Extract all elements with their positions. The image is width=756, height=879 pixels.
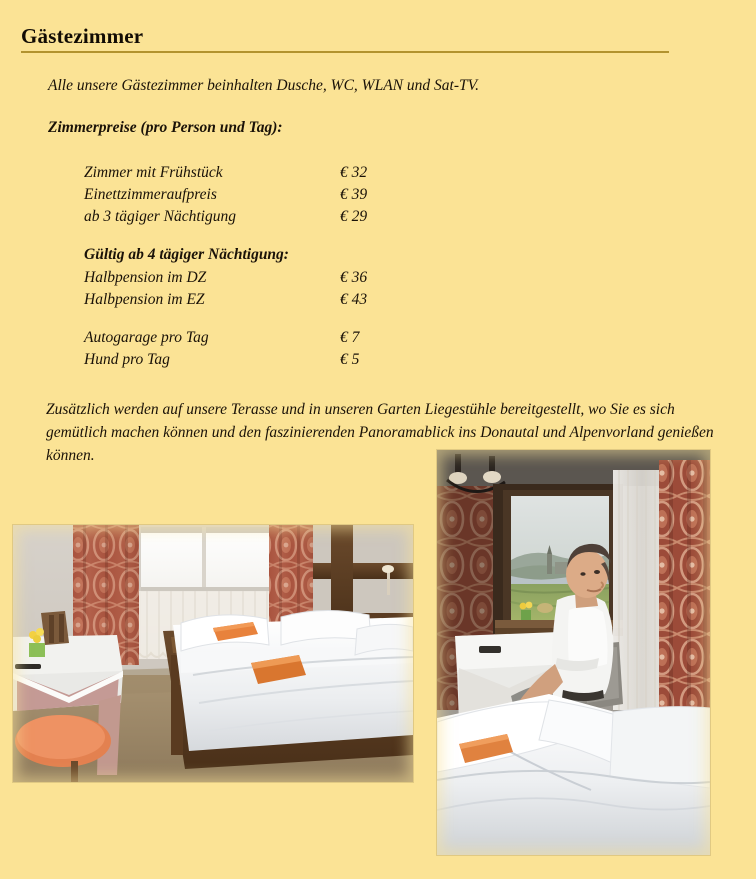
guest-room-double-bed-illustration (13, 525, 413, 782)
page-title: Gästezimmer (21, 24, 144, 48)
spacer-cell (84, 311, 340, 327)
price-subheading: Gültig ab 4 tägiger Nächtigung: (84, 246, 289, 263)
price-value: € 32 (340, 164, 368, 181)
table-row (84, 349, 424, 371)
closing-paragraph: Zusätzlich werden auf unsere Terasse und in unseren Garten Liegestühle bereitgestellt, wo Sie es sich gemütlich machen können und den faszinierenden Panoramablick ins Donautal und Alpenvorland genießen können. (46, 401, 714, 464)
table-row (84, 327, 424, 349)
price-label: Zimmer mit Frühstück (84, 164, 223, 181)
spacer-cell (340, 311, 424, 327)
table-row (84, 162, 424, 184)
guest-room-double-bed-photo (13, 525, 413, 782)
price-label: ab 3 tägiger Nächtigung (84, 208, 236, 225)
price-value: € 39 (340, 186, 368, 203)
price-label: Halbpension im DZ (84, 269, 207, 286)
price-value: € 7 (340, 329, 360, 346)
table-row-spacer (84, 311, 424, 327)
spacer-cell (84, 228, 340, 244)
guest-room-window-view-photo (437, 450, 710, 855)
price-label: Halbpension im EZ (84, 291, 205, 308)
table-row (84, 184, 424, 206)
price-label: Autogarage pro Tag (84, 329, 209, 346)
price-value: € 43 (340, 291, 368, 308)
intro-text: Alle unsere Gästezimmer beinhalten Dusche, WC, WLAN und Sat-TV. (48, 77, 479, 94)
heading-block (21, 24, 669, 53)
title-divider (21, 51, 669, 53)
price-value: € 36 (340, 269, 368, 286)
price-value: € 5 (340, 351, 360, 368)
price-label: Einettzimmeraufpreis (84, 186, 217, 203)
table-row (84, 289, 424, 311)
table-row (84, 267, 424, 289)
spacer-cell (340, 228, 424, 244)
table-row (84, 206, 424, 228)
price-value: € 29 (340, 208, 368, 225)
table-row-spacer (84, 228, 424, 244)
price-table (84, 162, 424, 371)
price-label: Hund pro Tag (84, 351, 170, 368)
prices-heading: Zimmerpreise (pro Person und Tag): (48, 119, 283, 136)
price-table-body (84, 162, 424, 371)
guest-room-window-view-illustration (437, 450, 710, 855)
table-row-subheading (84, 244, 424, 267)
